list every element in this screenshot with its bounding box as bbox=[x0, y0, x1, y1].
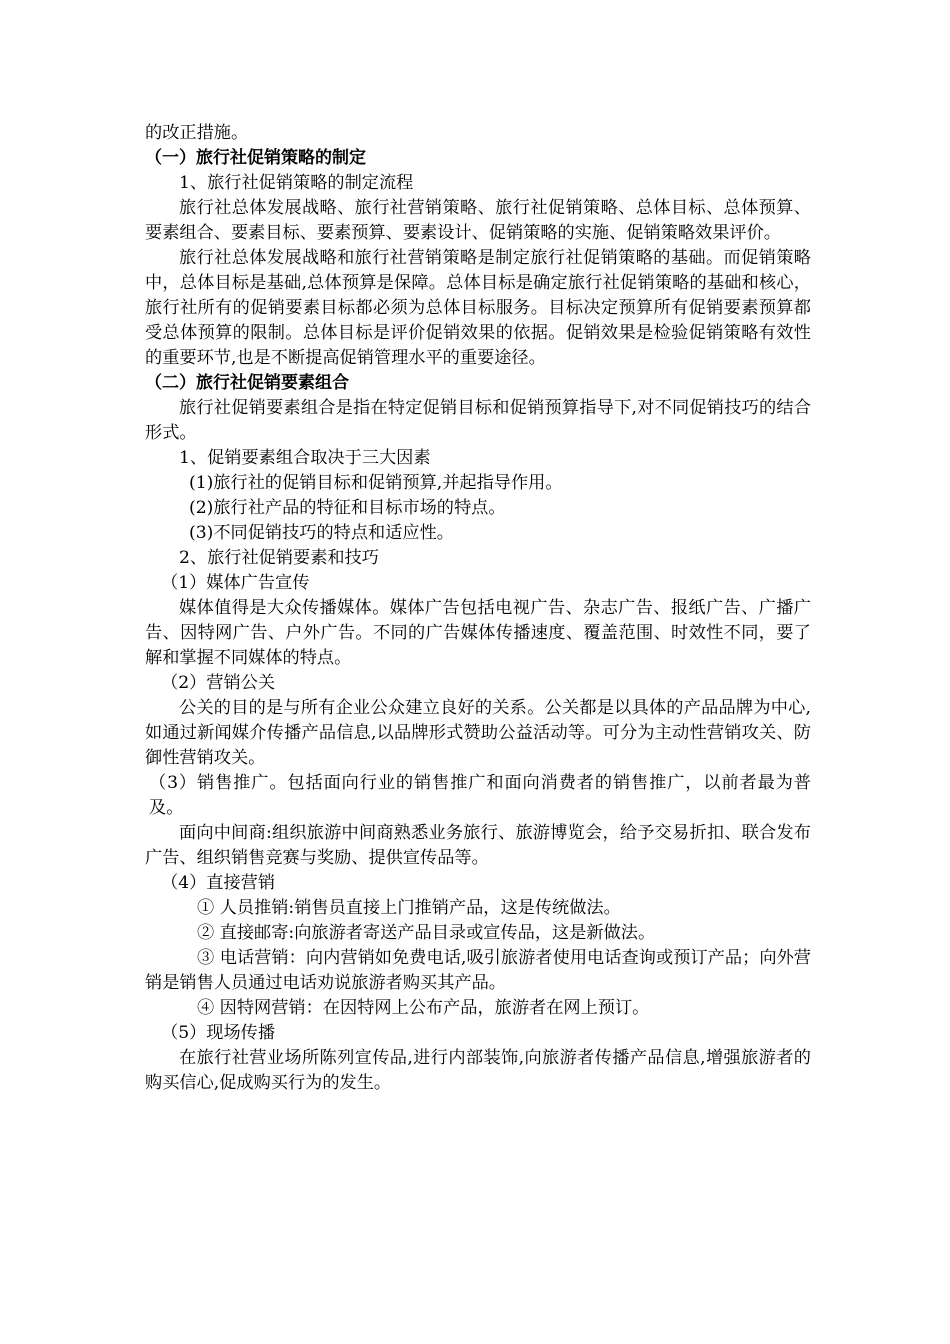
paragraph-media: 媒体值得是大众传播媒体。媒体广告包括电视广告、杂志广告、报纸广告、广播广告、因特网广告、户外广告。不同的广告媒体传播速度、覆盖范围、时效性不同，要了解和掌握不同媒体的特点。 bbox=[145, 598, 811, 668]
section-heading-1: （一）旅行社促销策略的制定 bbox=[145, 148, 366, 168]
section-heading-2: （二）旅行社促销要素组合 bbox=[145, 373, 349, 393]
list-item-factor-1: (1)旅行社的促销目标和促销预算,并起指导作用。 bbox=[189, 473, 563, 493]
list-item-factor-2: (2)旅行社产品的特征和目标市场的特点。 bbox=[189, 498, 506, 518]
paragraph-basis: 旅行社总体发展战略和旅行社营销策略是制定旅行社促销策略的基础。而促销策略中，总体目标是基础,总体预算是保障。总体目标是确定旅行社促销策略的基础和核心，旅行社所有的促销要素目标都必须为总体目标服务。目标决定预算所有促销要素预算都受总体预算的限制。总体目标是评价促销效果的依据。促销效果是检验促销策略有效性的重要环节,也是不断提高促销管理水平的重要途径。 bbox=[145, 248, 811, 368]
item-heading-onsite: （5）现场传播 bbox=[161, 1023, 276, 1043]
list-item-direct-4: ④ 因特网营销：在因特网上公布产品，旅游者在网上预订。 bbox=[197, 998, 650, 1018]
paragraph-sales-promotion: （3）销售推广。包括面向行业的销售推广和面向消费者的销售推广，以前者最为普及。 bbox=[149, 773, 811, 818]
paragraph-intermediaries: 面向中间商:组织旅游中间商熟悉业务旅行、旅游博览会，给予交易折扣、联合发布广告、组织销售竞赛与奖励、提供宣传品等。 bbox=[145, 823, 811, 868]
subheading-2-1: 1、促销要素组合取决于三大因素 bbox=[179, 448, 431, 468]
list-item-direct-2: ② 直接邮寄:向旅游者寄送产品目录或宣传品，这是新做法。 bbox=[197, 923, 656, 943]
subheading-2-2: 2、旅行社促销要素和技巧 bbox=[179, 548, 379, 568]
list-item-factor-3: (3)不同促销技巧的特点和适应性。 bbox=[189, 523, 454, 543]
paragraph-intro-tail: 的改正措施。 bbox=[145, 123, 249, 143]
document-page bbox=[145, 121, 811, 1096]
subheading-1-1: 1、旅行社促销策略的制定流程 bbox=[179, 173, 414, 193]
paragraph-mix-definition: 旅行社促销要素组合是指在特定促销目标和促销预算指导下,对不同促销技巧的结合形式。 bbox=[145, 398, 811, 443]
paragraph-onsite: 在旅行社营业场所陈列宣传品,进行内部装饰,向旅游者传播产品信息,增强旅游者的购买信心,促成购买行为的发生。 bbox=[145, 1048, 811, 1093]
list-item-direct-1: ① 人员推销:销售员直接上门推销产品，这是传统做法。 bbox=[197, 898, 621, 918]
paragraph-flow: 旅行社总体发展战略、旅行社营销策略、旅行社促销策略、总体目标、总体预算、要素组合、要素目标、要素预算、要素设计、促销策略的实施、促销策略效果评价。 bbox=[145, 198, 811, 243]
paragraph-pr: 公关的目的是与所有企业公众建立良好的关系。公关都是以具体的产品品牌为中心,如通过新闻媒介传播产品信息,以品牌形式赞助公益活动等。可分为主动性营销攻关、防御性营销攻关。 bbox=[145, 698, 811, 768]
item-heading-media: （1）媒体广告宣传 bbox=[161, 573, 310, 593]
item-heading-pr: （2）营销公关 bbox=[161, 673, 276, 693]
item-heading-direct: （4）直接营销 bbox=[161, 873, 276, 893]
list-item-direct-3: ③ 电话营销：向内营销如免费电话,吸引旅游者使用电话查询或预订产品；向外营销是销售人员通过电话劝说旅游者购买其产品。 bbox=[145, 948, 811, 993]
